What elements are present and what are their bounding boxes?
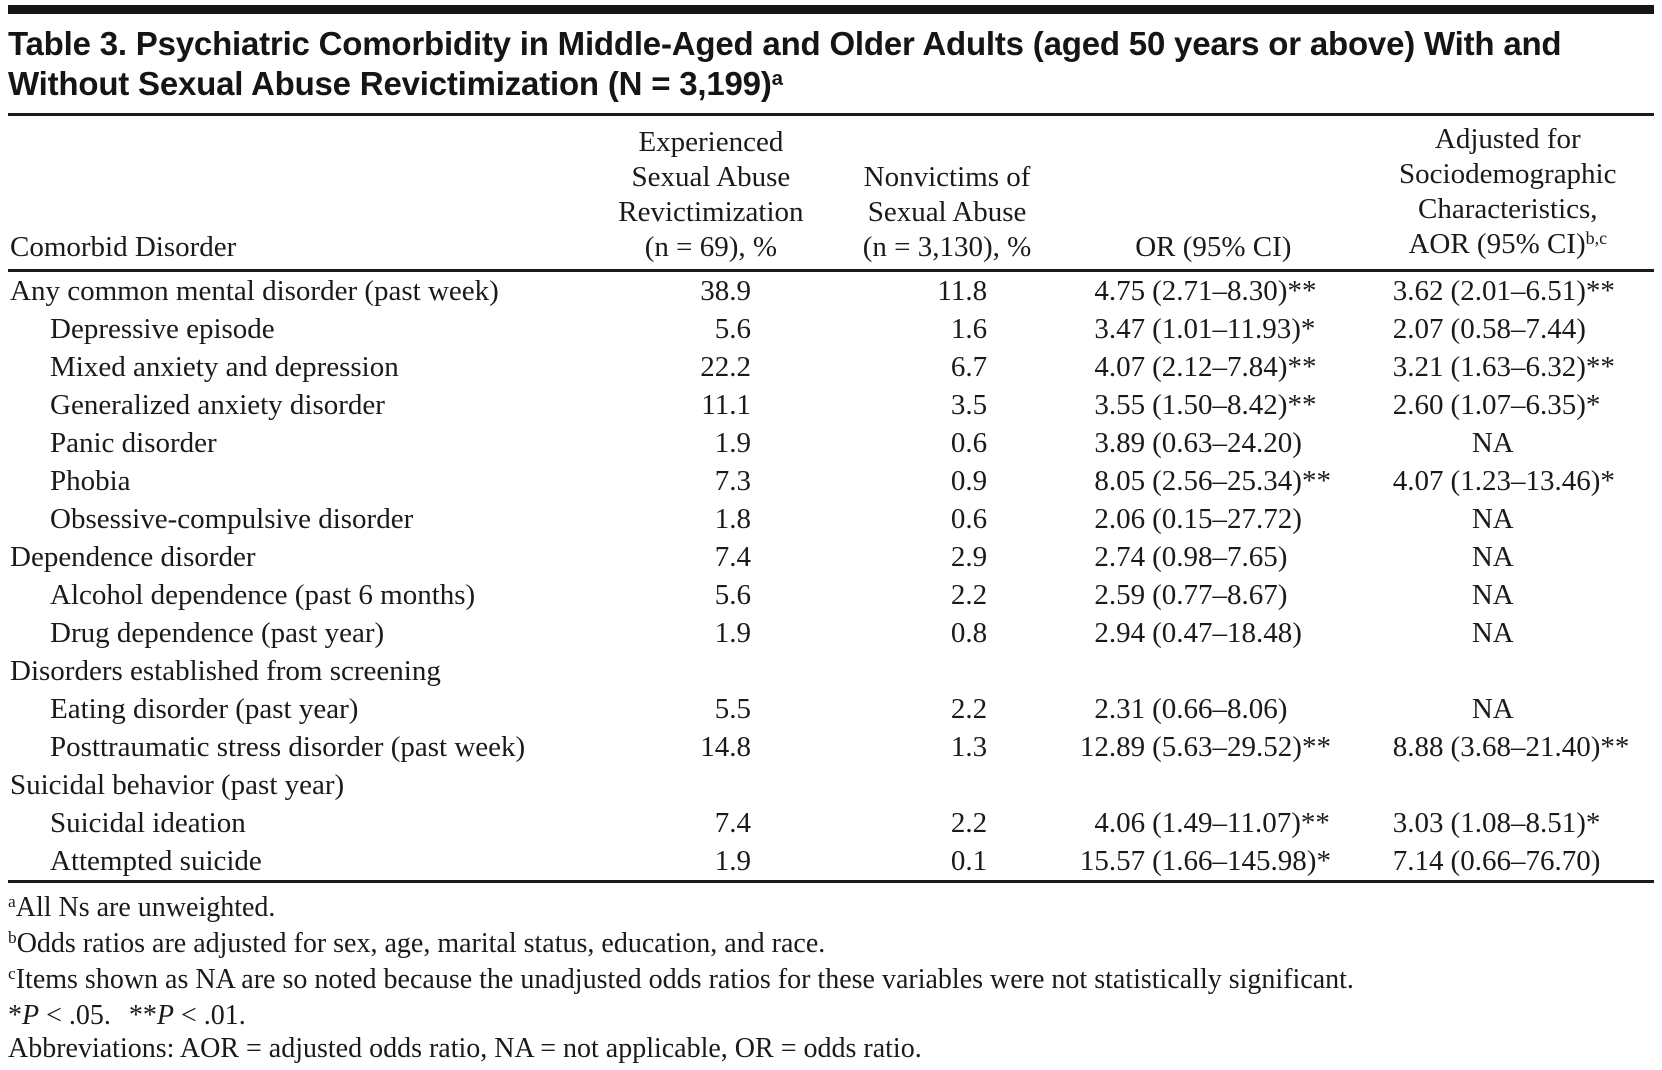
ratio-value: 2.60 — [1392, 389, 1444, 421]
ratio-value: 8.88 — [1392, 731, 1444, 763]
ratio-value: 3.47 — [1094, 313, 1146, 345]
significance-stars: * — [1300, 313, 1316, 345]
col-header-victims-pct: Experienced Sexual Abuse Revictimization (n = 69), % — [593, 116, 829, 271]
disorder-label-cell: Disorders established from screening — [10, 655, 441, 687]
table-row — [8, 386, 1654, 424]
or-cell — [1065, 576, 1361, 614]
aor-cell — [1362, 766, 1654, 804]
nonvictims-pct-cell: 3.5 — [950, 389, 988, 421]
ratio-value: 2.59 — [1094, 579, 1146, 611]
or-cell — [1065, 842, 1361, 882]
disorder-label-cell: Attempted suicide — [8, 842, 593, 882]
victims-pct-cell: 5.6 — [714, 313, 751, 345]
footnote-b: $^b$Odds ratios are adjusted for sex, age, marital status, education, and race. — [8, 928, 826, 959]
nonvictims-pct-cell: 2.9 — [950, 541, 988, 573]
confidence-interval: (2.56–25.34) — [1152, 465, 1302, 497]
victims-pct-cell: 38.9 — [700, 275, 751, 307]
col-header-disorder: Comorbid Disorder — [8, 116, 593, 271]
aor-cell — [1362, 804, 1654, 842]
or-cell — [1065, 690, 1361, 728]
confidence-interval: (2.71–8.30) — [1152, 275, 1288, 307]
ratio-value: 2.31 — [1094, 693, 1146, 725]
aor-cell — [1362, 842, 1654, 882]
ratio-value: 3.62 — [1392, 275, 1444, 307]
ratio-value: 3.03 — [1392, 807, 1444, 839]
aor-cell — [1362, 386, 1654, 424]
confidence-interval: (0.66–76.70) — [1450, 845, 1601, 877]
footnotes — [8, 891, 1654, 1065]
top-rule — [8, 5, 1654, 14]
nonvictims-pct-cell: 0.1 — [829, 842, 1065, 882]
aor-cell: NA — [1471, 427, 1514, 459]
comorbidity-table — [8, 116, 1654, 883]
table-row — [8, 842, 1654, 882]
table-row — [8, 424, 1654, 462]
victims-pct-cell: 5.5 — [714, 693, 751, 725]
aor-cell — [1362, 310, 1654, 348]
or-cell — [1065, 310, 1361, 348]
significance-stars: ** — [1585, 351, 1615, 383]
confidence-interval: (1.08–8.51) — [1450, 807, 1586, 839]
disorder-label-cell: Panic disorder — [50, 427, 217, 459]
nonvictims-pct-cell: 0.8 — [950, 617, 988, 649]
ratio-value: 2.07 — [1392, 313, 1444, 345]
disorder-label-cell: Generalized anxiety disorder — [50, 389, 385, 421]
ratio-value: 3.21 — [1392, 351, 1444, 383]
victims-pct-cell: 1.9 — [714, 617, 751, 649]
footnote-marker: c — [8, 964, 16, 984]
victims-pct-cell: 7.3 — [714, 465, 751, 497]
ratio-value: 3.89 — [1094, 427, 1146, 459]
confidence-interval: (5.63–29.52) — [1152, 731, 1302, 763]
ratio-value: 2.94 — [1094, 617, 1146, 649]
aor-cell: NA — [1471, 579, 1514, 611]
or-cell — [1065, 766, 1361, 804]
aor-cell: NA — [1471, 617, 1514, 649]
disorder-label-cell: Obsessive-compulsive disorder — [50, 503, 414, 535]
nonvictims-pct-cell — [829, 766, 1065, 804]
col-header-or: OR (95% CI) — [1065, 116, 1361, 271]
significance-stars: * — [1600, 465, 1615, 497]
disorder-label-cell: Depressive episode — [50, 313, 275, 345]
confidence-interval: (1.49–11.07) — [1152, 807, 1301, 839]
confidence-interval: (1.63–6.32) — [1450, 351, 1586, 383]
footnote-significance — [8, 999, 1654, 1032]
table-row — [8, 690, 1654, 728]
ratio-value: 4.07 — [1094, 351, 1146, 383]
table-row — [8, 538, 1654, 576]
nonvictims-pct-cell: 6.7 — [950, 351, 988, 383]
aor-cell: NA — [1471, 541, 1514, 573]
nonvictims-pct-cell: 2.2 — [950, 579, 988, 611]
nonvictims-pct-cell: 0.6 — [950, 427, 988, 459]
or-cell — [1065, 804, 1361, 842]
nonvictims-pct-cell: 2.2 — [950, 807, 988, 839]
nonvictims-pct-cell: 11.8 — [937, 275, 988, 307]
nonvictims-pct-cell: 1.6 — [950, 313, 988, 345]
table-title — [8, 24, 1654, 109]
ratio-value: 3.55 — [1094, 389, 1146, 421]
table-row — [8, 652, 1654, 690]
confidence-interval: (0.98–7.65) — [1152, 541, 1288, 573]
or-cell — [1065, 348, 1361, 386]
col-header-footnote-marker: b,c — [1585, 228, 1608, 249]
col-header-aor: Adjusted for Sociodemographic Characteristics, AOR (95% CI)$^{b,c}$ — [1362, 116, 1654, 271]
disorder-label-cell: Dependence disorder — [10, 541, 256, 573]
significance-stars: * — [1585, 389, 1601, 421]
victims-pct-cell: 5.6 — [714, 579, 751, 611]
disorder-label-cell: Drug dependence (past year) — [50, 617, 385, 649]
confidence-interval: (0.47–18.48) — [1152, 617, 1302, 649]
or-cell — [1065, 614, 1361, 652]
table-row — [8, 310, 1654, 348]
disorder-label-cell: Phobia — [50, 465, 131, 497]
or-cell — [1065, 728, 1361, 766]
ratio-value: 2.74 — [1094, 541, 1146, 573]
significance-stars: ** — [1585, 275, 1615, 307]
table-header — [8, 116, 1654, 271]
confidence-interval: (1.01–11.93) — [1152, 313, 1301, 345]
confidence-interval: (0.66–8.06) — [1152, 693, 1288, 725]
victims-pct-cell: 11.1 — [701, 389, 751, 421]
victims-pct-cell: 7.4 — [714, 541, 751, 573]
victims-pct-cell: 1.9 — [593, 842, 829, 882]
significance-stars: ** — [1301, 731, 1331, 763]
table-title-line-1: Table 3. Psychiatric Comorbidity in Middle-Aged and Older Adults (aged 50 years or above) With and — [8, 25, 1562, 62]
nonvictims-pct-cell — [829, 652, 1065, 690]
significance-stars: ** — [1287, 275, 1317, 307]
table-row — [8, 804, 1654, 842]
victims-pct-cell: 1.9 — [714, 427, 751, 459]
victims-pct-cell: 7.4 — [714, 807, 751, 839]
confidence-interval: (0.15–27.72) — [1152, 503, 1302, 535]
aor-cell: NA — [1471, 693, 1514, 725]
disorder-label-cell: Mixed anxiety and depression — [50, 351, 399, 383]
ratio-value: 4.06 — [1094, 807, 1146, 839]
confidence-interval: (1.23–13.46) — [1450, 465, 1601, 497]
confidence-interval: (2.01–6.51) — [1450, 275, 1586, 307]
col-header-nonvictims-pct: Nonvictims of Sexual Abuse (n = 3,130), % — [829, 116, 1065, 271]
footnote-marker: a — [8, 892, 16, 912]
disorder-label-cell: Any common mental disorder (past week) — [10, 275, 499, 307]
or-cell — [1065, 500, 1361, 538]
confidence-interval: (2.12–7.84) — [1152, 351, 1288, 383]
ratio-value: 2.06 — [1094, 503, 1146, 535]
title-footnote-marker: a — [771, 66, 783, 90]
victims-pct-cell — [593, 652, 829, 690]
or-cell — [1065, 271, 1361, 311]
ratio-value: 4.75 — [1094, 275, 1146, 307]
victims-pct-cell: 22.2 — [700, 351, 751, 383]
footnote-marker: b — [8, 928, 17, 948]
footnote-abbreviations: Abbreviations: AOR = adjusted odds ratio, NA = not applicable, OR = odds ratio. — [8, 1033, 922, 1064]
ratio-value: 12.89 — [1079, 731, 1146, 763]
ratio-value: 4.07 — [1392, 465, 1444, 497]
table-row — [8, 614, 1654, 652]
victims-pct-cell: 1.8 — [714, 503, 751, 535]
disorder-label-cell: Suicidal behavior (past year) — [10, 769, 345, 801]
nonvictims-pct-cell: 0.6 — [950, 503, 988, 535]
confidence-interval: (1.50–8.42) — [1152, 389, 1288, 421]
nonvictims-pct-cell: 2.2 — [950, 693, 988, 725]
disorder-label-cell: Eating disorder (past year) — [50, 693, 359, 725]
aor-cell — [1362, 348, 1654, 386]
significance-stars: * — [1316, 845, 1331, 877]
table-row — [8, 766, 1654, 804]
or-cell — [1065, 462, 1361, 500]
disorder-label-cell: Alcohol dependence (past 6 months) — [50, 579, 476, 611]
significance-stars: ** — [1287, 389, 1317, 421]
significance-stars: ** — [1300, 807, 1330, 839]
significance-definition: **P < .01. — [128, 1000, 246, 1031]
or-cell — [1065, 386, 1361, 424]
significance-stars: ** — [1301, 465, 1331, 497]
table-row — [8, 500, 1654, 538]
confidence-interval: (1.07–6.35) — [1450, 389, 1586, 421]
nonvictims-pct-cell: 0.9 — [950, 465, 988, 497]
confidence-interval: (3.68–21.40) — [1450, 731, 1601, 763]
disorder-label-cell: Suicidal ideation — [50, 807, 246, 839]
or-cell — [1065, 652, 1361, 690]
ratio-value: 15.57 — [1079, 845, 1146, 877]
significance-stars: * — [1585, 807, 1601, 839]
aor-cell — [1362, 652, 1654, 690]
table-row — [8, 576, 1654, 614]
victims-pct-cell — [593, 766, 829, 804]
victims-pct-cell: 14.8 — [700, 731, 751, 763]
table-row — [8, 348, 1654, 386]
table-row — [8, 271, 1654, 311]
ratio-value: 7.14 — [1392, 845, 1444, 877]
aor-cell: NA — [1471, 503, 1514, 535]
or-cell — [1065, 424, 1361, 462]
significance-definition: *P < .05. — [8, 1000, 111, 1031]
footnote-a: $^a$All Ns are unweighted. — [8, 892, 276, 923]
table-row — [8, 462, 1654, 500]
confidence-interval: (0.77–8.67) — [1152, 579, 1288, 611]
confidence-interval: (1.66–145.98) — [1152, 845, 1317, 877]
table-row — [8, 728, 1654, 766]
aor-cell — [1362, 271, 1654, 311]
aor-cell — [1362, 728, 1654, 766]
aor-cell — [1362, 462, 1654, 500]
significance-stars: ** — [1287, 351, 1317, 383]
table-title-line-2: Without Sexual Abuse Revictimization (N = 3,199)$^a$ — [8, 65, 783, 102]
confidence-interval: (0.63–24.20) — [1152, 427, 1302, 459]
significance-stars: ** — [1600, 731, 1630, 763]
nonvictims-pct-cell: 1.3 — [950, 731, 988, 763]
confidence-interval: (0.58–7.44) — [1450, 313, 1586, 345]
ratio-value: 8.05 — [1094, 465, 1146, 497]
footnote-c: $^c$Items shown as NA are so noted because the unadjusted odds ratios for these variables were not statistically significant. — [8, 964, 1354, 995]
disorder-label-cell: Posttraumatic stress disorder (past week) — [50, 731, 526, 763]
or-cell — [1065, 538, 1361, 576]
